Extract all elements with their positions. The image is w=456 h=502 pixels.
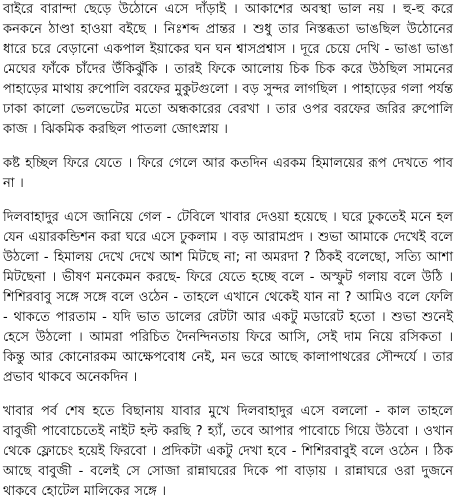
- paragraph-gap: [3, 140, 453, 154]
- paragraph-gap: [3, 194, 453, 208]
- paragraph-4: খাবার পর্ব শেষ হতে বিছানায় যাবার মুখে দিলবাহাদুর এসে বললো - কাল তাহলে বাবুজী পাবোচেতেই নাইট হল্ট করছি ? হ্যাঁ, তবে আপার পাবোচে গিয়ে উঠবো । ওখান থেকে ফ্লোচেং হয়েই ফিরবো । প্রদিকটা একটু দেখা হবে - শিশিরবাবুই বলে ওঠেন । ঠিক আছে বাবুজী - বলেই সে সোজা রান্নাঘরের দিকে পা বাড়ায় । রান্নাঘরে ওরা দুজনে থাকবে হোটেল মালিকের সঙ্গে ।: [3, 404, 453, 499]
- paragraph-1: বাইরে বারান্দা ছেড়ে উঠোনে এসে দাঁড়াই । আকাশের অবস্থা ভাল নয় । হু-হু করে কনকনে ঠাণ্ডা হাওয়া বইছে । নিঃশব্দ প্রান্তর । শুধু তার নিস্তব্ধতা ভাঙছিল উঠোনের ধারে চরে বেড়ানো একপাল ইয়াকের ঘন ঘন শ্বাসপ্রশ্বাস । দূরে চেয়ে দেখি - ভাঙা ভাঙা মেঘের ফাঁকে চাঁদের উঁকিঝুঁকি । তারই ফিকে আলোয় চিক চিক করে উঠছিল সামনের পাহাড়ের মাথায় রুপোলি বরফের মুকুটগুলো । বড় সুন্দর লাগছিল । পাহাড়ের গলা পর্যন্ত ঢাকা কালো ভেলভেটের মতো অন্ধকারের বেরখা । তার ওপর বরফের জরির রুপোলি কাজ । ঝিকমিক করছিল পাতলা জোৎস্নায় ।: [3, 2, 453, 137]
- paragraph-2: কষ্ট হচ্ছিল ফিরে যেতে । ফিরে গেলে আর কতদিন এরকম হিমালয়ের রূপ দেখতে পাব না ।: [3, 156, 453, 191]
- paragraph-gap: [3, 388, 453, 402]
- paragraph-3: দিলবাহাদুর এসে জানিয়ে গেল - টেবিলে খাবার দেওয়া হয়েছে । ঘরে ঢুকতেই মনে হল যেন এয়ারকন্ডিশন করা ঘরে এসে ঢুকলাম । বড় আরামপ্রদ । শুভা আমাকে দেখেই বলে উঠলো - হিমালয় দেখে দেখে আশ মিটছে না; না অমরদা ? ঠিকই বলেছো, সত্যি আশা মিটছেনা । ভীষণ মনকেমন করছে- ফিরে যেতে হচ্ছে বলে - অস্ফুট গলায় বলে উঠি । শিশিরবাবু সঙ্গে সঙ্গে বলে ওঠেন - তাহলে এখানে থেকেই যান না ? আমিও বলে ফেলি - থাকতে পারতাম - যদি ভাত ডালের রেটটা আর একটু মডারেট হতো । শুভা শুনেই হেসে উঠলো । আমরা পরিচিত দৈনন্দিনতায় ফিরে আসি, সেই দাম নিয়ে রসিকতা । কিন্তু আর কোনোরকম আক্ষেপবোধ নেই, মন ভরে আছে কালাপাথরের সৌন্দর্যে । তার প্রভাব থাকবে অনেকদিন ।: [3, 210, 453, 385]
